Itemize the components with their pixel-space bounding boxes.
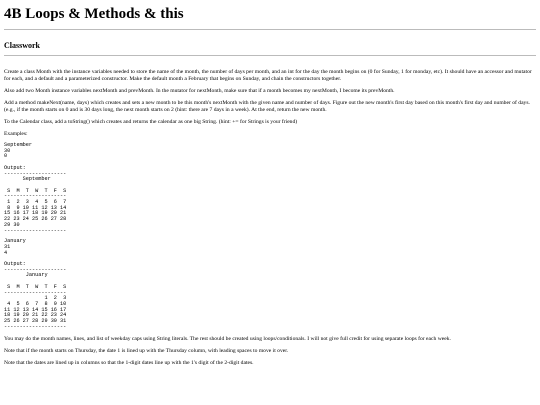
title-divider [4, 29, 536, 30]
instruction-paragraph: Create a class Month with the instance variables needed to store the name of the month, the number of days per month, and an int for the day the month begins on (0 for Sunday, 1 for monday, etc). It should have an accessor and mutator for each, and a default and a parameterized constructor. Make the default month a February that begins on Sunday, and chain the constructors together. [4, 69, 532, 82]
example-january: January 31 4 Output: -------------------- January S M T W T F S -------------------- 1 2 3 4 5 6 7 8 9 10 11 12 13 14 15 16 17 18 19 20 21 22 23 24 25 26 27 28 29 30 31 -------------------- [4, 238, 67, 330]
instruction-paragraph: Also add two Month instance variables nextMonth and prevMonth. In the mutator for nextMonth, make sure that if a month becomes my nextMonth, I become its prevMonth. [4, 88, 395, 94]
note-paragraph: Note that if the month starts on Thursday, the date 1 is lined up with the Thursday column, with leading spaces to move it over. [4, 347, 289, 354]
instruction-paragraph: Add a method makeNext(name, days) which creates and sets a new month to be this month's nextMonth with the given name and number of days. Figure out the new month's first day based on this month's first day and number of days. (e.g., if the month starts on 0 and is 30 days long, the next month starts on 2 (hint: there are 7 days in a week). At the end, return the new month. [4, 100, 530, 113]
examples-label: Examples: [4, 131, 28, 137]
section-divider [4, 55, 536, 56]
section-heading: Classwork [4, 41, 41, 50]
instruction-paragraph: To the Calendar class, add a toString() which creates and returns the calendar as one big String. (hint: += for Strings is your friend) [4, 119, 298, 125]
note-paragraph: You may do the month names, lines, and list of weekday caps using String literals. The rest should be created using loops/conditionals. I will not give full credit for using separate loops for each week. [4, 335, 451, 342]
example-september: September 30 0 Output: -------------------- September S M T W T F S -------------------- 1 2 3 4 5 6 7 8 9 10 11 12 13 14 15 16 17 18 19 20 21 22 23 24 25 26 27 28 29 30 -------------------- [4, 142, 67, 234]
note-paragraph: Note that the dates are lined up in columns so that the 1-digit dates line up with the 1's digit of the 2-digit dates. [4, 359, 254, 366]
page-title: 4B Loops & Methods & this [4, 6, 184, 22]
